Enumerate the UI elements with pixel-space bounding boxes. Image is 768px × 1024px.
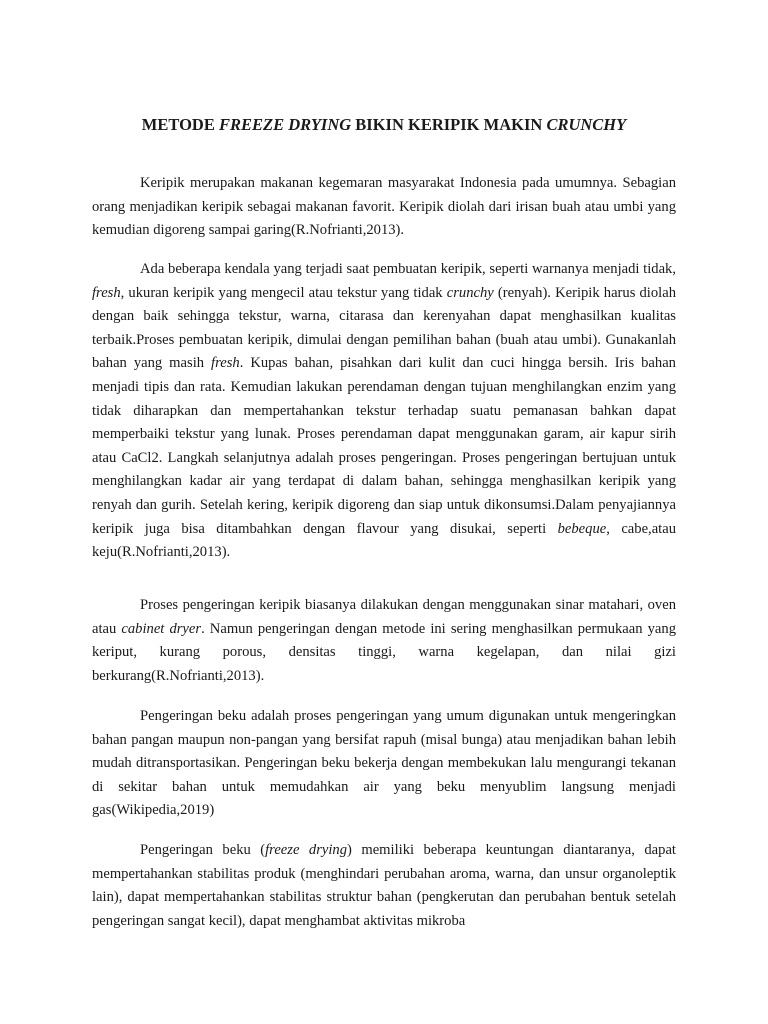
- text-segment: Proses pengeringan keripik biasanya dilakukan dengan menggunakan sinar matahari, oven atau: [92, 597, 676, 637]
- text-segment: Pengeringan beku (: [140, 842, 266, 858]
- text-segment-italic: crunchy: [446, 284, 494, 301]
- title-segment-italic: CRUNCHY: [546, 115, 627, 134]
- text-segment: Pengeringan beku adalah proses pengeringan yang umum digunakan untuk mengeringkan bahan pangan maupun non-pangan yang bersifat rapuh (misal bunga) atau menjadikan bahan lebih mudah ditransportasikan. Pengeringan beku bekerja dengan membekukan lalu mengurangi tekanan di sekitar bahan untuk memudahkan air yang beku menyublim langsung menjadi gas(Wikipedia,2019): [92, 708, 676, 819]
- text-segment-italic: freeze drying: [265, 842, 348, 858]
- text-segment: . Kupas bahan, pisahkan dari kulit dan cuci hingga bersih. Iris bahan menjadi tipis dan rata. Kemudian lakukan perendaman dengan tujuan menghilangkan enzim yang tidak diharapkan dan mempertahankan tekstur terhadap suatu pemanasan bahkan dapat memperbaiki tekstur yang lunak. Proses perendaman dapat menggunakan garam, air kapur sirih atau CaCl2. Langkah selanjutnya adalah proses pengeringan. Proses pengeringan bertujuan untuk menghilangkan kadar air yang terdapat di dalam bahan, sehingga menghasilkan keripik yang renyah dan gurih. Setelah kering, keripik digoreng dan siap untuk dikonsumsi.Dalam penyajiannya keripik juga bisa ditambahkan dengan flavour yang disukai, seperti: [92, 355, 676, 537]
- text-segment: . Namun pengeringan dengan metode ini sering menghasilkan permukaan yang keriput, kurang porous, densitas tinggi, warna kegelapan, dan nilai gizi berkurang(R.Nofrianti,2013).: [92, 620, 676, 684]
- text-segment: ) memiliki beberapa keuntungan diantaranya, dapat mempertahankan stabilitas produk (menghindari perubahan aroma, warna, dan unsur organoleptik lain), dapat mempertahankan stabilitas struktur bahan (pengkerutan dan perubahan bentuk setelah pengeringan sangat kecil), dapat menghambat aktivitas mikroba: [92, 842, 676, 929]
- text-segment-italic: fresh: [211, 355, 240, 372]
- text-segment: (renyah). Keripik harus diolah dengan baik sehingga tekstur, warna, citarasa dan kerenyahan dapat menghasilkan kualitas terbaik.Proses pembuatan keripik, dimulai dengan pemilihan bahan (buah atau umbi). Gunakanlah bahan yang masih: [92, 284, 676, 372]
- paragraph-1: [92, 172, 676, 243]
- paragraph-5: [92, 839, 676, 933]
- text-segment-italic: cabinet dryer: [121, 620, 202, 637]
- title-segment: METODE: [141, 115, 219, 134]
- text-segment-italic: bebeque: [557, 520, 607, 537]
- title-segment-italic: FREEZE DRYING: [218, 115, 352, 134]
- text-segment: Keripik merupakan makanan kegemaran masyarakat Indonesia pada umumnya. Sebagian orang menjadikan keripik sebagai makanan favorit. Keripik diolah dari irisan buah atau umbi yang kemudian digoreng sampai garing(R.Nofrianti,2013).: [92, 175, 676, 239]
- text-segment: , ukuran keripik yang mengecil atau tekstur yang tidak: [120, 284, 447, 301]
- title-segment: BIKIN KERIPIK MAKIN: [351, 115, 547, 134]
- text-segment: Ada beberapa kendala yang terjadi saat pembuatan keripik, seperti warnanya menjadi tidak,: [140, 261, 676, 277]
- paragraph-3: [92, 594, 676, 688]
- paragraph-2: [92, 258, 676, 565]
- document-title: [92, 115, 676, 135]
- text-segment-italic: fresh: [92, 284, 121, 301]
- text-segment: , cabe,atau keju(R.Nofrianti,2013).: [92, 520, 676, 561]
- paragraph-4: [92, 705, 676, 823]
